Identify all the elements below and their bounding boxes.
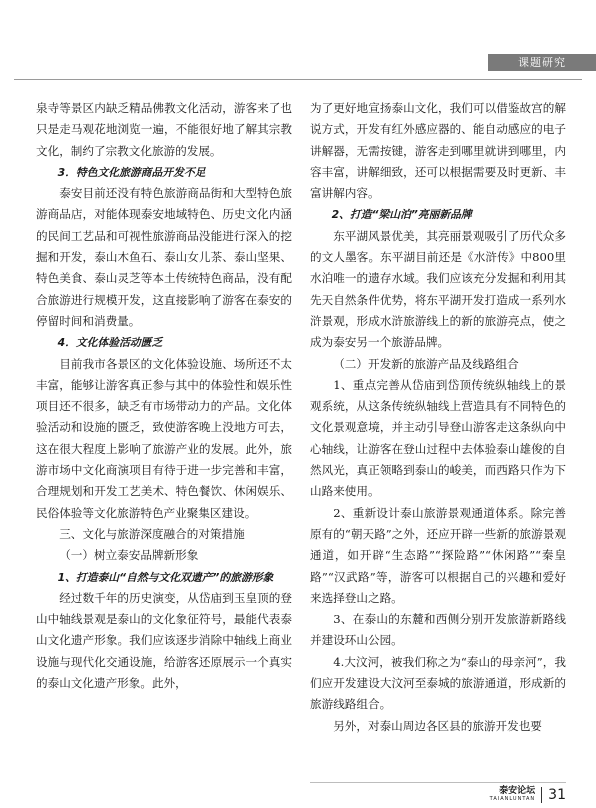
- page-footer: [490, 786, 566, 803]
- section-heading: （一）树立泰安品牌新形象: [59, 548, 199, 563]
- paragraph: 另外，对泰山周边各区县的旅游开发也要: [333, 718, 542, 733]
- paragraph: 3、在泰山的东麓和西侧分别开发旅游新路线并建设环山公园。: [310, 612, 566, 648]
- page-number: 31: [548, 786, 566, 803]
- section-heading: 3．特色文化旅游商品开发不足: [57, 165, 206, 179]
- left-column: [36, 98, 292, 694]
- paragraph: 2、重新设计泰山旅游景观通道体系。除完善原有的“朝天路”之外，还应开辟一些新的旅游景观通道，如开辟“生态路”“探险路”“休闲路”“秦皇路”“汉武路”等，游客可以根据自己的兴趣和爱好来选择登山之路。: [310, 505, 566, 605]
- section-heading: 4．文化体验活动匮乏: [57, 336, 163, 350]
- paragraph: 1、重点完善从岱庙到岱顶传统纵轴线上的景观系统，从这条传统纵轴线上营造具有不同特色的文化景观意境，并主动引导登山游客走这条纵向中心轴线，让游客在登山过程中去体验泰山雄俊的自然风光，真正领略到泰山的峻美，而西路只作为下山路来使用。: [310, 377, 566, 499]
- section-heading: （二）开发新的旅游产品及线路组合: [333, 356, 519, 371]
- section-tag: 课题研究: [488, 54, 596, 71]
- journal-name-latin: TAIANLUNTAN: [489, 796, 536, 802]
- paragraph: 为了更好地宣扬泰山文化，我们可以借鉴故宫的解说方式，开发有红外感应器的、能自动感应的电子讲解器，无需按键，游客走到哪里就讲到哪里，内容丰富，讲解细致，还可以根据需要及时更新、丰富讲解内容。: [310, 101, 566, 201]
- section-heading: 2、打造“梁山泊”亮丽新品牌: [331, 208, 472, 222]
- section-heading: 三、文化与旅游深度融合的对策措施: [59, 526, 245, 541]
- paragraph: 4.大汶河，被我们称之为“泰山的母亲河”，我们应开发建设大汶河至泰城的旅游通道，形成新的旅游线路组合。: [310, 654, 566, 712]
- paragraph: 东平湖风景优美，其亮丽景观吸引了历代众多的文人墨客。东平湖目前还是《水浒传》中800里水泊唯一的遗存水域。我们应该充分发掘和利用其先天自然条件优势，将东平湖开发打造成一系列水浒景观，形成水浒旅游线上的新的旅游亮点，使之成为泰安另一个旅游品牌。: [310, 228, 566, 350]
- footer-divider: [310, 782, 566, 783]
- section-heading: 1、打造泰山“自然与文化双遗产”的旅游形象: [57, 570, 274, 584]
- right-column: [310, 98, 566, 737]
- journal-logo: [490, 786, 536, 803]
- paragraph: 目前我市各景区的文化体验设施、场所还不太丰富，能够让游客真正参与其中的体验性和娱乐性项目还不很多，缺乏有市场带动力的产品。文化体验活动和设施的匮乏，致使游客晚上没地方可去，这在很大程度上影响了旅游产业的发展。此外，旅游市场中文化商演项目有待于进一步完善和丰富，合理规划和开发工艺美术、特色餐饮、休闲娱乐、民俗体验等文化旅游特色产业聚集区建设。: [36, 356, 292, 520]
- paragraph: 泰安目前还没有特色旅游商品街和大型特色旅游商品店，对能体现泰安地域特色、历史文化内涵的民间工艺品和可视性旅游商品没能进行深入的挖掘和开发，泰山木鱼石、泰山女儿茶、泰山坚果、特色美食、泰山灵芝等本土传统特色商品，没有配合旅游进行规模开发，这直接影响了游客在泰安的停留时间和消费量。: [36, 186, 292, 328]
- footer-separator: [541, 787, 542, 803]
- header-divider: [14, 79, 582, 80]
- paragraph: 泉寺等景区内缺乏精品佛教文化活动，游客来了也只是走马观花地浏览一遍，不能很好地了解其宗教文化，制约了宗教文化旅游的发展。: [36, 101, 292, 158]
- paragraph: 经过数千年的历史演变，从岱庙到玉皇顶的登山中轴线景观是泰山的文化象征符号，最能代表泰山文化遗产形象。我们应该逐步消除中轴线上商业设施与现代化交通设施，给游客还原展示一个真实的泰山文化遗产形象。此外，: [36, 590, 292, 691]
- journal-name: 泰安论坛: [499, 786, 536, 796]
